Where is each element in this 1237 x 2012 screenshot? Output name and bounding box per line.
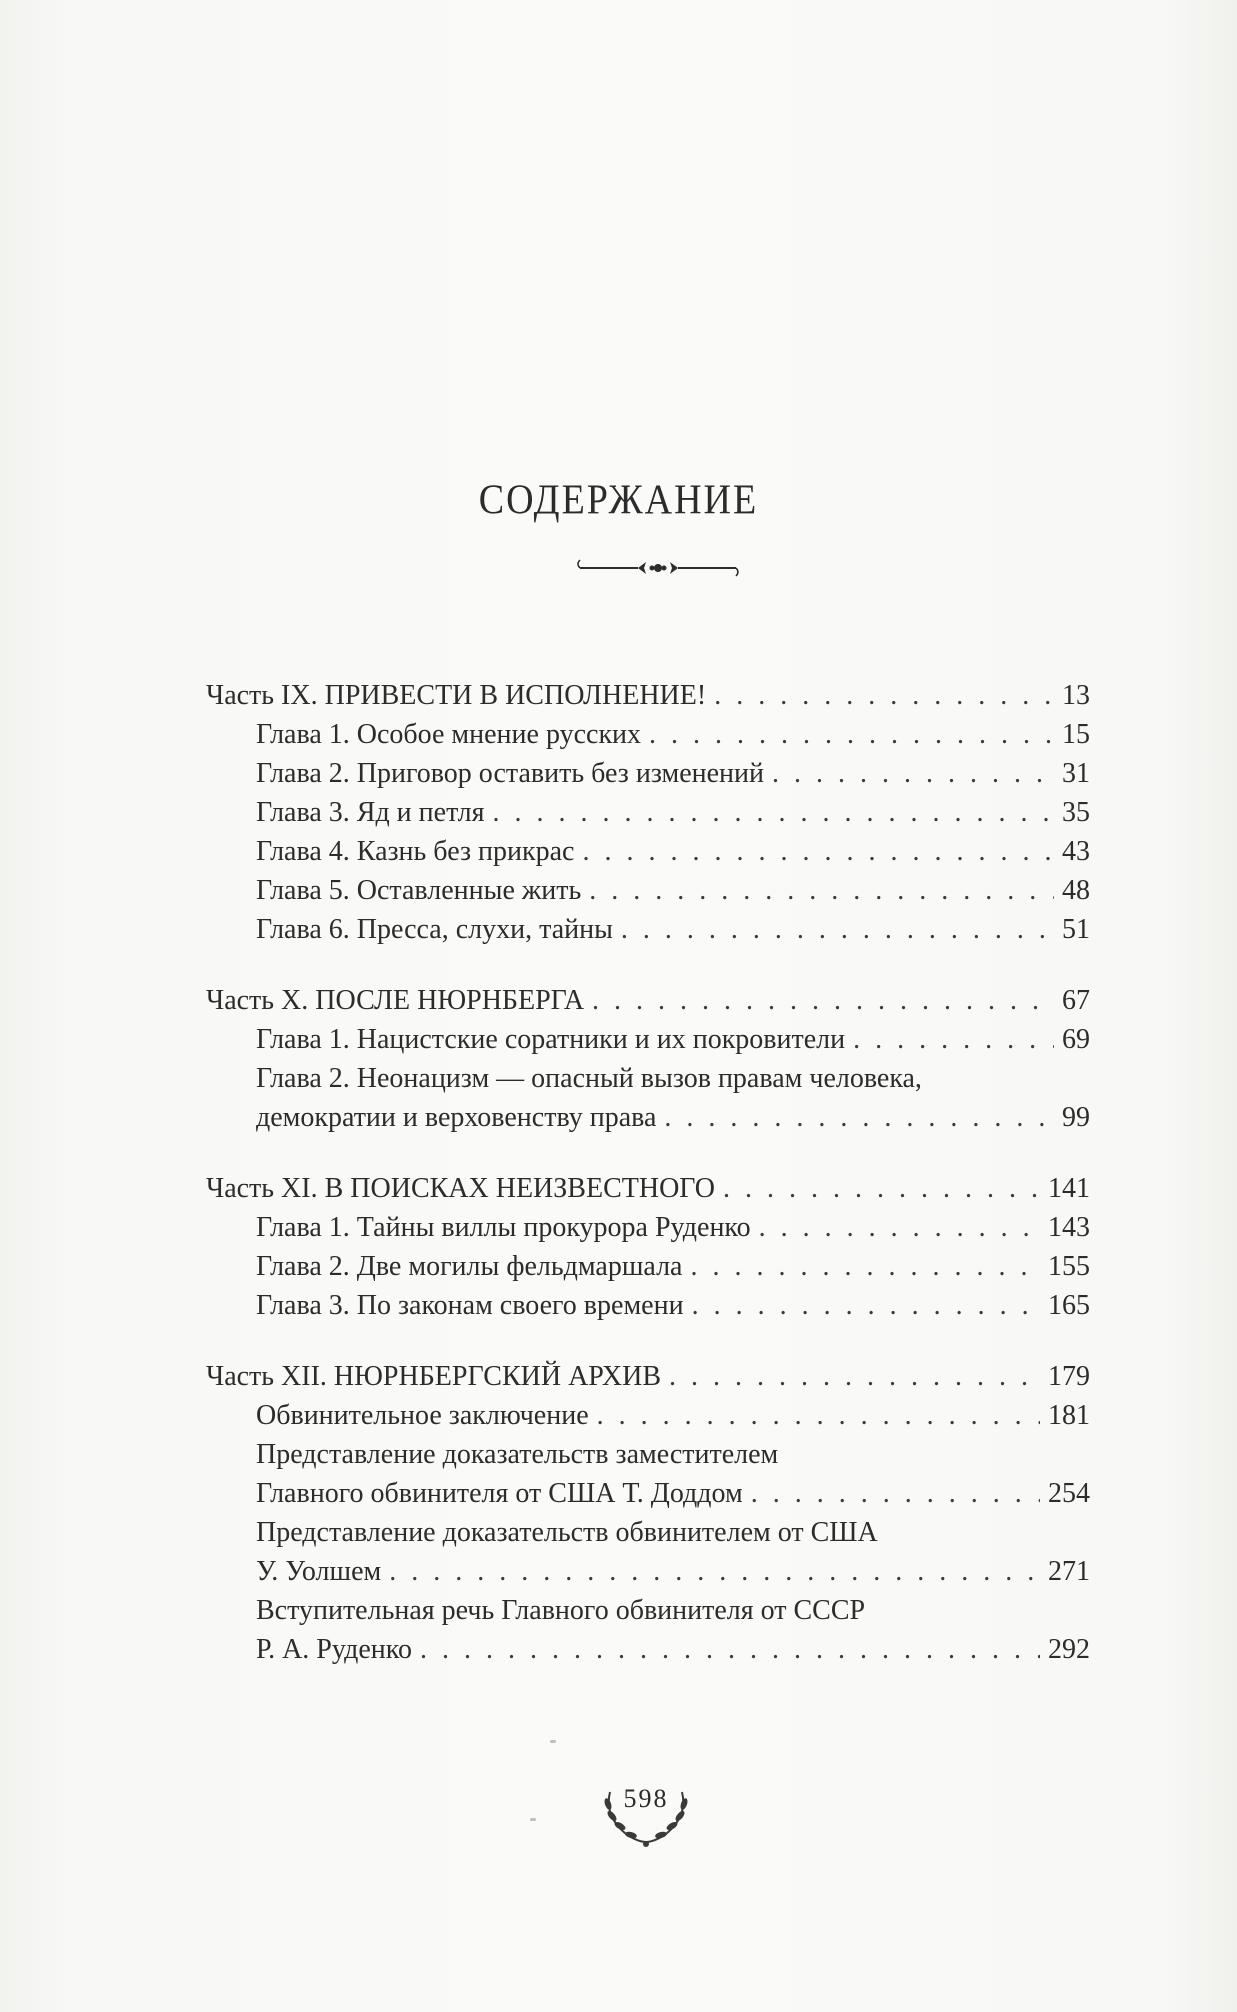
toc-part-title: Часть XII. НЮРНБЕРГСКИЙ АРХИВ	[206, 1361, 662, 1392]
dot-leader	[714, 676, 1054, 715]
dot-leader	[420, 1630, 1040, 1669]
toc-entry[interactable]	[206, 715, 1090, 754]
toc-entry-title: Главного обвинителя от США Т. Доддом	[256, 1478, 743, 1509]
dot-leader	[690, 1247, 1040, 1286]
dot-leader	[592, 981, 1054, 1020]
toc-page-number: 35	[1062, 797, 1090, 828]
dot-leader	[597, 1396, 1040, 1435]
toc-page-number: 165	[1048, 1290, 1090, 1321]
toc-page-number: 48	[1062, 875, 1090, 906]
page-number: 598	[623, 1784, 669, 1813]
toc-part-title: Часть IX. ПРИВЕСТИ В ИСПОЛНЕНИЕ!	[206, 680, 707, 711]
toc-entry[interactable]	[206, 1552, 1090, 1591]
dot-leader	[772, 754, 1054, 793]
toc-entry-line: Представление доказательств заместителем	[256, 1439, 779, 1470]
toc-entry[interactable]	[206, 754, 1090, 793]
page-number-badge	[596, 1782, 696, 1852]
toc-entry[interactable]	[206, 1474, 1090, 1513]
toc-page-number: 67	[1062, 985, 1090, 1016]
toc-entry-title: Р. А. Руденко	[256, 1634, 412, 1665]
dot-leader	[751, 1474, 1040, 1513]
toc-page-number: 143	[1048, 1212, 1090, 1243]
toc-page-number: 254	[1048, 1478, 1090, 1509]
toc-part-heading[interactable]	[206, 1169, 1090, 1208]
dot-leader	[723, 1169, 1040, 1208]
toc-entry[interactable]	[206, 1630, 1090, 1669]
toc-part-heading[interactable]	[206, 1357, 1090, 1396]
dot-leader	[692, 1286, 1040, 1325]
toc-entry-title: Глава 3. Яд и петля	[256, 797, 485, 828]
dot-leader	[589, 871, 1054, 910]
toc-entry-line: Представление доказательств обвинителем от США	[256, 1517, 878, 1548]
dot-leader	[492, 793, 1054, 832]
toc-entry-title: Глава 2. Приговор оставить без изменений	[256, 758, 764, 789]
toc-part-title: Часть XI. В ПОИСКАХ НЕИЗВЕСТНОГО	[206, 1173, 716, 1204]
toc-page-number: 69	[1062, 1024, 1090, 1055]
toc-entry-title: Глава 2. Две могилы фельдмаршала	[256, 1251, 683, 1282]
toc-entry-title: Обвинительное заключение	[256, 1400, 589, 1431]
toc-part-heading[interactable]	[206, 981, 1090, 1020]
toc-entry[interactable]	[206, 1247, 1090, 1286]
toc-entry-title: демократии и верховенству права	[256, 1102, 657, 1133]
toc-entry-line: Глава 2. Неонацизм — опасный вызов правам человека,	[256, 1063, 922, 1094]
toc-part	[206, 981, 1090, 1137]
toc-entry[interactable]	[206, 871, 1090, 910]
toc-entry[interactable]	[206, 832, 1090, 871]
paper-speck	[530, 1818, 536, 1821]
toc-entry[interactable]	[206, 910, 1090, 949]
dot-leader	[669, 1357, 1040, 1396]
toc-part-heading[interactable]	[206, 676, 1090, 715]
toc-entry-title: Глава 1. Нацистские соратники и их покровители	[256, 1024, 846, 1055]
toc-part	[206, 1357, 1090, 1669]
toc-entry-title: Глава 6. Пресса, слухи, тайны	[256, 914, 613, 945]
dot-leader	[389, 1552, 1040, 1591]
toc-part	[206, 1169, 1090, 1325]
toc-entry-title: Глава 1. Особое мнение русских	[256, 719, 642, 750]
toc-page-number: 43	[1062, 836, 1090, 867]
dot-leader	[664, 1098, 1054, 1137]
toc-entry-line: Вступительная речь Главного обвинителя от СССР	[256, 1595, 866, 1626]
toc-page-number: 292	[1048, 1634, 1090, 1665]
dot-leader	[853, 1020, 1054, 1059]
toc-part-title: Часть X. ПОСЛЕ НЮРНБЕРГА	[206, 985, 585, 1016]
toc-entry-title: У. Уолшем	[256, 1556, 382, 1587]
toc-part	[206, 676, 1090, 949]
toc-entry[interactable]	[206, 1396, 1090, 1435]
toc-page-number: 31	[1062, 758, 1090, 789]
dot-leader	[582, 832, 1054, 871]
toc-page-number: 13	[1062, 680, 1090, 711]
toc-page-number: 99	[1062, 1102, 1090, 1133]
toc-page-number: 15	[1062, 719, 1090, 750]
toc-page-number: 271	[1048, 1556, 1090, 1587]
toc-entry[interactable]	[206, 1208, 1090, 1247]
toc-entry[interactable]	[206, 793, 1090, 832]
flourish-divider-icon	[576, 556, 740, 580]
toc-page-number: 51	[1062, 914, 1090, 945]
toc-page-number: 179	[1048, 1361, 1090, 1392]
table-of-contents	[206, 676, 1090, 1701]
dot-leader	[621, 910, 1054, 949]
toc-page-number: 155	[1048, 1251, 1090, 1282]
toc-entry-title: Глава 1. Тайны виллы прокурора Руденко	[256, 1212, 751, 1243]
page-title: СОДЕРЖАНИЕ	[478, 476, 759, 524]
toc-entry-title: Глава 3. По законам своего времени	[256, 1290, 684, 1321]
toc-entry-title: Глава 5. Оставленные жить	[256, 875, 582, 906]
dot-leader	[649, 715, 1054, 754]
toc-entry-title: Глава 4. Казнь без прикрас	[256, 836, 575, 867]
toc-entry[interactable]	[206, 1020, 1090, 1059]
dot-leader	[759, 1208, 1040, 1247]
toc-entry[interactable]	[206, 1286, 1090, 1325]
paper-speck	[550, 1740, 556, 1743]
toc-page-number: 181	[1048, 1400, 1090, 1431]
toc-entry[interactable]	[206, 1098, 1090, 1137]
toc-page-number: 141	[1048, 1173, 1090, 1204]
